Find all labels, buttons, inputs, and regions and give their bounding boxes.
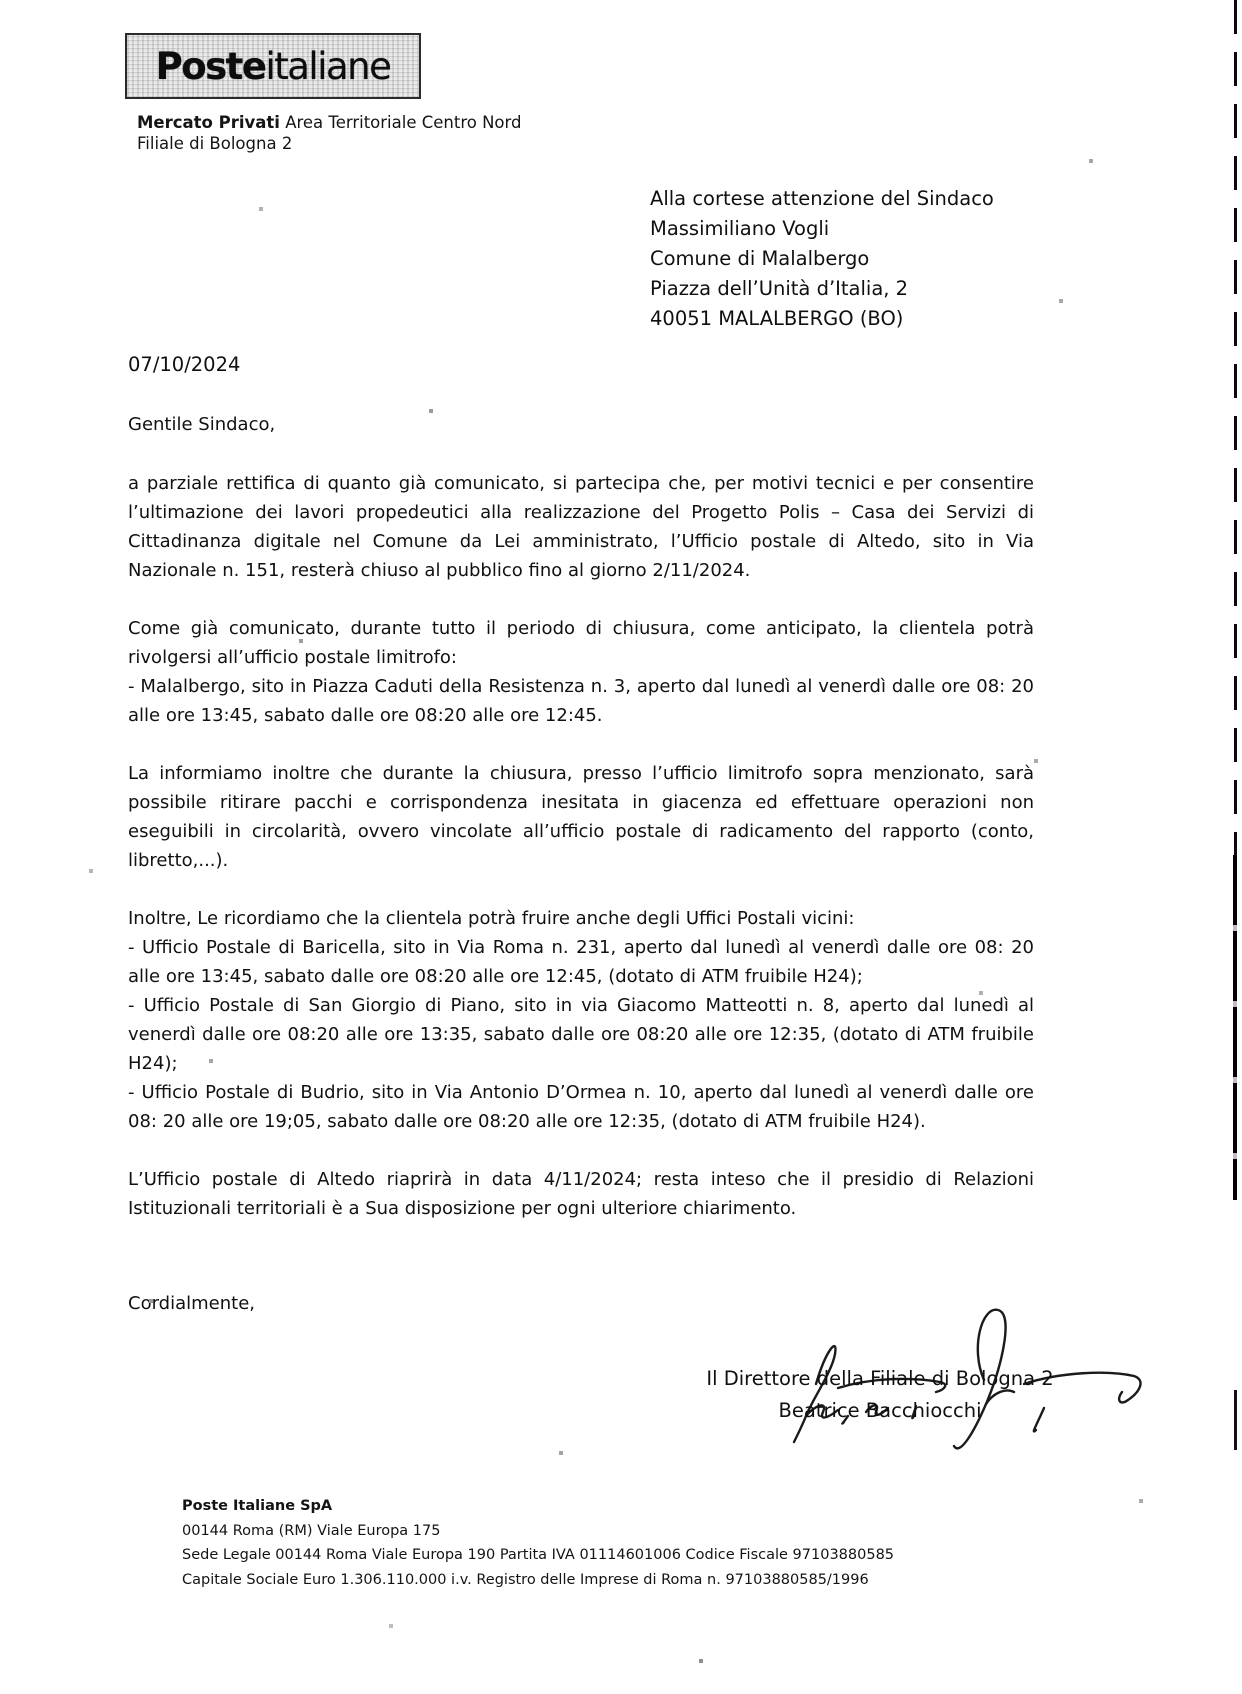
letter-body xyxy=(128,410,1034,1318)
recipient-street: Piazza dell’Unità d’Italia, 2 xyxy=(650,277,909,300)
recipient-attention-line: Alla cortese attenzione del Sindaco xyxy=(650,187,994,210)
closing-salutation: Cordialmente, xyxy=(128,1293,255,1314)
footer-legal-info xyxy=(182,1494,894,1592)
footer-capital-line: Capitale Sociale Euro 1.306.110.000 i.v. Registro delle Imprese di Roma n. 97103880585/1996 xyxy=(182,1571,869,1588)
footer-company-name: Poste Italiane SpA xyxy=(182,1498,333,1514)
office-list-item-budrio: - Ufficio Postale di Budrio, sito in Via Antonio D’Ormea n. 10, aperto dal lunedì al venerdì dalle ore 08: 20 alle ore 19;05, sabato dalle ore 08:20 alle ore 12:35, (dotato di ATM fruibile H24). xyxy=(128,1082,1034,1132)
recipient-address xyxy=(650,184,994,334)
logo-word-poste: Poste xyxy=(155,44,266,88)
paragraph-closure-notice: Come già comunicato, durante tutto il periodo di chiusura, come anticipato, la clientela potrà rivolgersi all’ufficio postale limitrofo: xyxy=(128,618,1034,668)
paragraph-nearby-offices-intro: Inoltre, Le ricordiamo che la clientela potrà fruire anche degli Uffici Postali vicini: xyxy=(128,908,855,929)
office-list-item-baricella: - Ufficio Postale di Baricella, sito in Via Roma n. 231, aperto dal lunedì al venerdì dalle ore 08: 20 alle ore 13:45, sabato dalle ore 08:20 alle ore 12:45, (dotato di ATM fruibile H24); xyxy=(128,937,1034,987)
branch-line: Filiale di Bologna 2 xyxy=(137,134,293,153)
office-list-item-malalbergo: - Malalbergo, sito in Piazza Caduti della Resistenza n. 3, aperto dal lunedì al venerdì dalle ore 08: 20 alle ore 13:45, sabato dalle ore 08:20 alle ore 12:45. xyxy=(128,676,1034,726)
department-area: Area Territoriale Centro Nord xyxy=(279,113,522,132)
paragraph-reopening: L’Ufficio postale di Altedo riaprirà in data 4/11/2024; resta inteso che il presidio di Relazioni Istituzionali territoriali è a Sua disposizione per ogni ulteriore chiarimento. xyxy=(128,1169,1034,1219)
footer-legal-line: Sede Legale 00144 Roma Viale Europa 190 Partita IVA 01114601006 Codice Fiscale 97103880585 xyxy=(182,1547,895,1563)
office-list-item-san-giorgio: - Ufficio Postale di San Giorgio di Piano, sito in via Giacomo Matteotti n. 8, aperto dal lunedì al venerdì dalle ore 08:20 alle ore 13:35, sabato dalle ore 08:20 alle ore 12:35, (dotato di ATM fruibile H24); xyxy=(128,995,1034,1074)
recipient-municipality: Comune di Malalbergo xyxy=(650,247,870,270)
scan-artifact-edge-line-tail xyxy=(1234,1390,1237,1450)
recipient-city: 40051 MALALBERGO (BO) xyxy=(650,307,904,330)
letterhead-department xyxy=(137,112,522,154)
scan-noise-speckles xyxy=(0,0,2,2)
poste-italiane-logo-text xyxy=(156,45,391,88)
logo-word-italiane: italiane xyxy=(265,44,391,88)
salutation: Gentile Sindaco, xyxy=(128,414,276,435)
letter-date: 07/10/2024 xyxy=(128,353,241,376)
signature-block xyxy=(640,1363,1120,1427)
paragraph-services-info: La informiamo inoltre che durante la chiusura, presso l’ufficio limitrofo sopra menzionato, sarà possibile ritirare pacchi e corrispondenza inesitata in giacenza ed effettuare operazioni non eseguibili in circolarità, ovvero vincolate all’ufficio postale di radicamento del rapporto (conto, libretto,...). xyxy=(128,763,1034,871)
scan-artifact-edge-line-top xyxy=(1234,0,1237,870)
poste-italiane-logo xyxy=(125,33,421,99)
recipient-name: Massimiliano Vogli xyxy=(650,217,830,240)
department-line xyxy=(137,112,522,133)
footer-address-line: 00144 Roma (RM) Viale Europa 175 xyxy=(182,1522,441,1539)
department-name: Mercato Privati xyxy=(137,113,280,132)
scan-artifact-edge-line-bottom xyxy=(1233,855,1237,1200)
signature-name: Beatrice Bacchiocchi xyxy=(778,1399,982,1422)
signature-title: Il Direttore della Filiale di Bologna 2 xyxy=(706,1367,1054,1390)
paragraph-rectification: a parziale rettifica di quanto già comunicato, si partecipa che, per motivi tecnici e per consentire l’ultimazione dei lavori propedeutici alla realizzazione del Progetto Polis – Casa dei Servizi di Cittadinanza digitale nel Comune da Lei amministrato, l’Ufficio postale di Altedo, sito in Via Nazionale n. 151, resterà chiuso al pubblico fino al giorno 2/11/2024. xyxy=(128,473,1034,581)
